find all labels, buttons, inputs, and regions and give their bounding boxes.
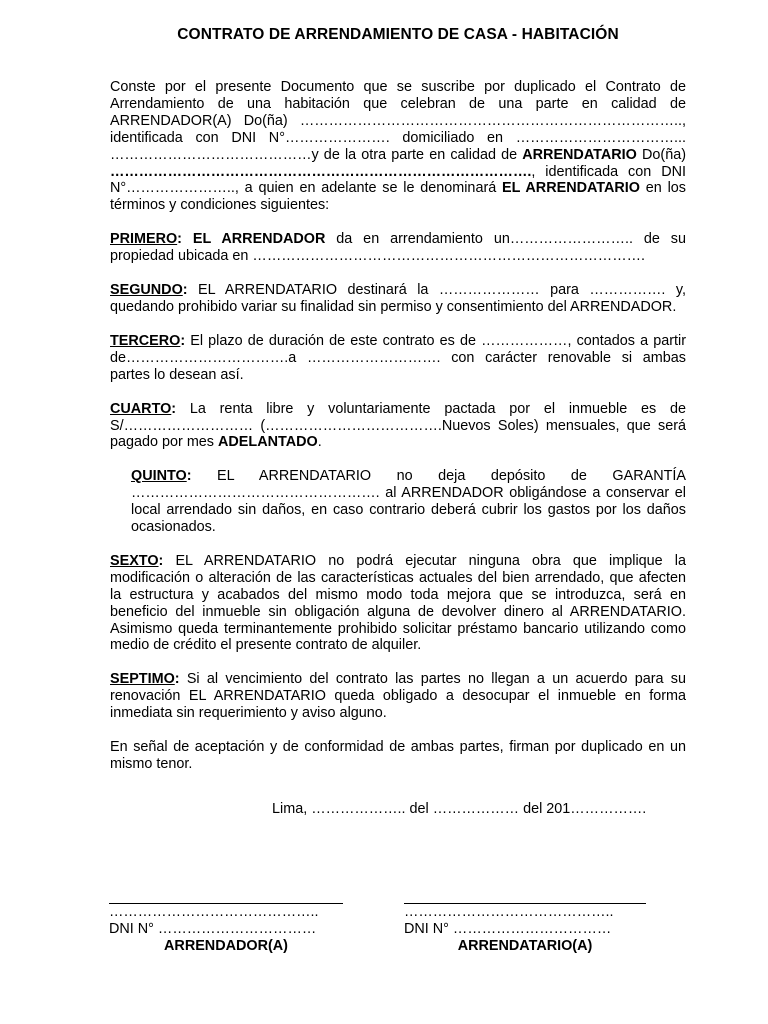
clause-colon: : bbox=[177, 231, 182, 248]
dni-field: DNI N° …………………………… bbox=[109, 921, 317, 937]
clause-septimo bbox=[110, 671, 686, 722]
clause-text: . bbox=[317, 434, 322, 451]
clause-heading: CUARTO bbox=[110, 400, 172, 417]
clause-text: EL ARRENDATARIO no podrá ejecutar ninguna obra que implique la modificación o alteración de las características actuales del bien arrendado, que afecten la estructura y acabados del mismo modo toda mejora que se introduzca, será en beneficio del inmueble sin obligación alguna de devolver dinero al ARRENDATARIO. Asimismo queda terminantemente prohibido solicitar préstamo bancario utilizando como medio de crédito el presente contrato de alquiler. bbox=[110, 552, 686, 654]
clause-colon: : bbox=[182, 282, 188, 299]
clause-bold-text: EL ARRENDADOR bbox=[181, 231, 326, 248]
intro-name-blank: ……………………………………………………………………………. bbox=[110, 163, 532, 180]
signature-block-arrendatario bbox=[404, 903, 646, 955]
date-line: Lima, ……………….. del ……………… del 201……………. bbox=[272, 801, 647, 817]
contract-body bbox=[110, 79, 686, 773]
intro-bold-arrendatario: ARRENDATARIO bbox=[522, 146, 637, 163]
clause-colon: : bbox=[180, 332, 186, 349]
clause-heading: QUINTO bbox=[131, 468, 187, 485]
clause-text: EL ARRENDATARIO destinará la ………………… para ……………. y, quedando prohibido variar su finalidad sin permiso y consentimiento del ARRENDADOR. bbox=[110, 282, 686, 315]
intro-paragraph bbox=[110, 79, 686, 214]
signature-dots: …………………………………….. bbox=[404, 904, 614, 920]
clause-text: Si al vencimiento del contrato las partes no llegan a un acuerdo para su renovación EL ARRENDATARIO queda obligado a desocupar el inmueble en forma inmediata sin requerimiento y aviso alguno. bbox=[110, 671, 686, 722]
clause-quinto bbox=[110, 468, 686, 536]
signature-role: ARRENDATARIO(A) bbox=[457, 938, 593, 954]
clause-heading: SEGUNDO bbox=[110, 282, 183, 299]
clause-text: da en arrendamiento un…………………….. de su propiedad ubicada en ………………………………………………………………………. bbox=[110, 231, 686, 265]
clause-cuarto bbox=[110, 401, 686, 452]
clause-sexto bbox=[110, 553, 686, 654]
clause-colon: : bbox=[186, 468, 192, 485]
clause-text: La renta libre y voluntariamente pactada por el inmueble es de S/……………………… (……………………………….Nuevos Soles) mensuales, que será pagado por mes bbox=[110, 400, 686, 451]
clause-colon: : bbox=[158, 552, 164, 569]
clause-heading: SEXTO bbox=[110, 552, 159, 569]
intro-text: , identificada con DNI N°………………….., a quien en adelante se le denominará bbox=[110, 163, 686, 197]
intro-text: Conste por el presente Documento que se suscribe por duplicado el Contrato de Arrendamiento de una habitación que celebran de una parte en calidad de ARRENDADOR(A) Do(ña) …………………………………………………………………….., identificada con DNI N°…………………. domiciliado en ……………………………... ……………………………………y de la otra parte en calidad de bbox=[110, 79, 686, 163]
signature-block-arrendador bbox=[109, 903, 343, 955]
clause-heading: TERCERO bbox=[110, 332, 181, 349]
clause-tercero bbox=[110, 333, 686, 384]
clause-segundo bbox=[110, 282, 686, 316]
clause-colon: : bbox=[171, 400, 177, 417]
document-title: CONTRATO DE ARRENDAMIENTO DE CASA - HABITACIÓN bbox=[177, 26, 619, 43]
clause-bold-text: ADELANTADO bbox=[218, 434, 318, 451]
clause-heading: PRIMERO bbox=[110, 231, 178, 248]
dni-field: DNI N° …………………………… bbox=[404, 921, 612, 937]
closing-paragraph: En señal de aceptación y de conformidad de ambas partes, firman por duplicado en un mismo tenor. bbox=[110, 739, 686, 772]
clause-heading: SEPTIMO bbox=[110, 671, 175, 688]
clause-text: El plazo de duración de este contrato es de ………………, contados a partir de…………………………….a ………………………. con carácter renovable si ambas partes lo desean así. bbox=[110, 332, 686, 383]
clause-text: EL ARRENDATARIO no deja depósito de GARANTÍA ……………………………………………. al ARRENDADOR obligándose a conservar el local arrendado sin daños, en caso contrario deberá cubrir los gastos por los daños ocasionados. bbox=[131, 468, 686, 536]
intro-bold-el-arrendatario: EL ARRENDATARIO bbox=[502, 180, 640, 197]
clause-primero bbox=[110, 231, 686, 265]
signature-role: ARRENDADOR(A) bbox=[164, 938, 288, 954]
clause-colon: : bbox=[174, 671, 180, 688]
intro-text: en los términos y condiciones siguientes: bbox=[110, 180, 686, 214]
signature-dots: …………………………………….. bbox=[109, 904, 319, 920]
intro-text: Do(ña) bbox=[636, 146, 686, 163]
